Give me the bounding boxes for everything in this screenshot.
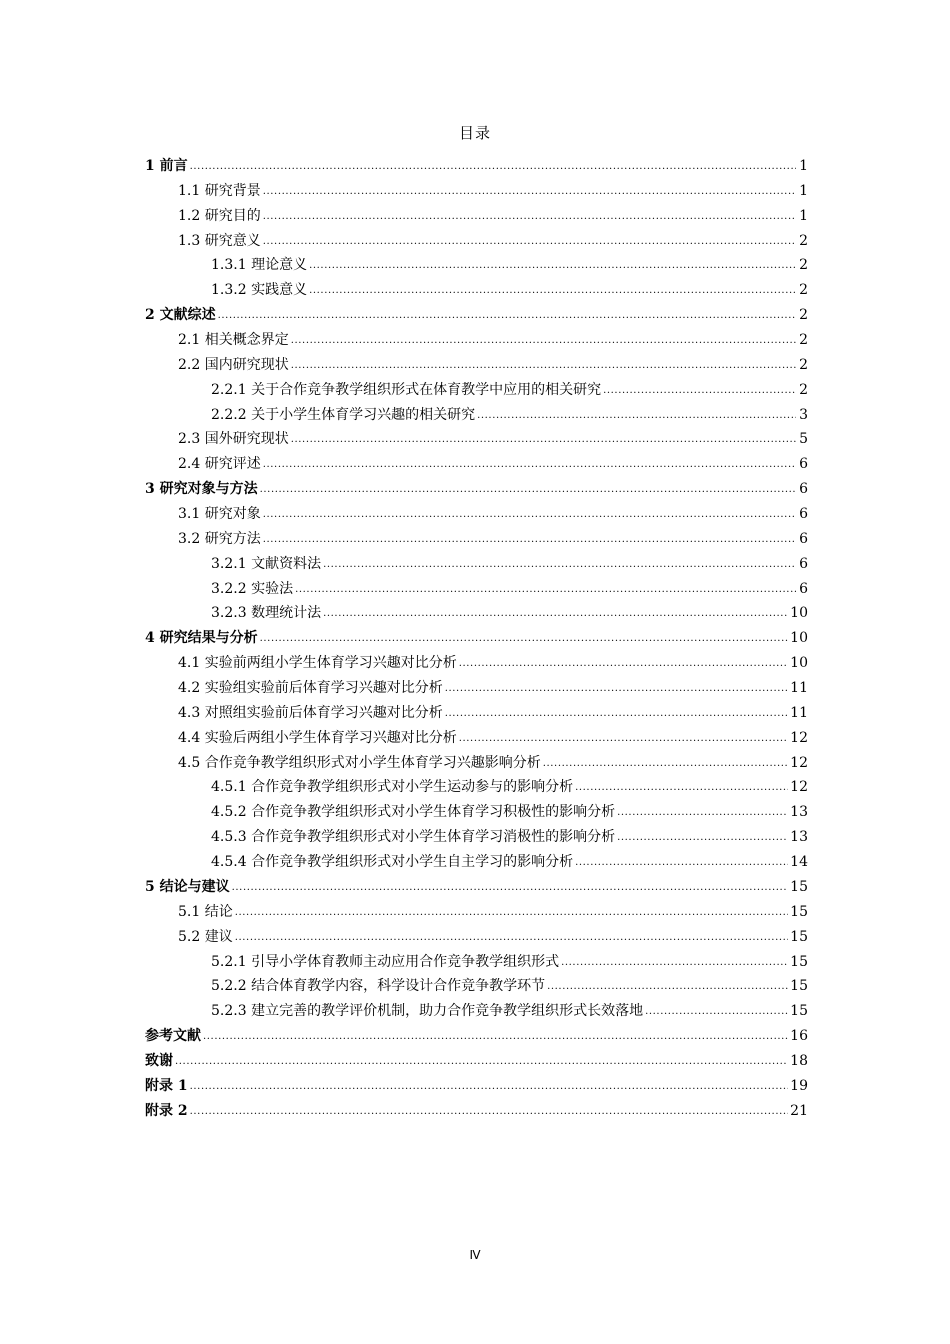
toc-entry[interactable] (145, 1099, 808, 1124)
toc-entry-label: 5.1 结论 (178, 903, 233, 920)
toc-dot-leader (260, 478, 796, 503)
toc-entry-label: 2.4 研究评述 (178, 456, 261, 473)
toc-entry[interactable] (145, 229, 808, 254)
toc-entry-page: 10 (790, 655, 808, 672)
toc-dot-leader (561, 951, 788, 976)
toc-entry-label: 致谢 (145, 1052, 173, 1069)
toc-entry[interactable] (145, 726, 808, 751)
toc-dot-leader (323, 553, 796, 578)
toc-entry-label: 3.2.3 数理统计法 (211, 605, 322, 622)
toc-entry-page: 6 (799, 506, 808, 523)
toc-dot-leader (575, 776, 788, 801)
toc-entry-label: 3.2.2 实验法 (211, 580, 294, 597)
toc-entry[interactable] (145, 825, 808, 850)
toc-dot-leader (445, 702, 788, 727)
toc-entry-label: 4.3 对照组实验前后体育学习兴趣对比分析 (178, 704, 443, 721)
toc-entry-label: 5.2.3 建立完善的教学评价机制，助力合作竞争教学组织形式长效落地 (211, 1003, 644, 1020)
toc-entry-label: 2.2.1 关于合作竞争教学组织形式在体育教学中应用的相关研究 (211, 381, 602, 398)
toc-dot-leader (190, 155, 796, 180)
table-of-contents (145, 154, 808, 1124)
toc-entry-label: 3 研究对象与方法 (145, 481, 258, 498)
toc-entry-page: 6 (799, 481, 808, 498)
toc-entry-label: 附录 1 (145, 1077, 188, 1094)
toc-entry[interactable] (145, 775, 808, 800)
toc-entry-page: 21 (790, 1102, 808, 1119)
toc-entry-label: 1 前言 (145, 158, 188, 174)
toc-dot-leader (190, 1100, 789, 1125)
toc-dot-leader (291, 428, 796, 453)
toc-dot-leader (617, 801, 788, 826)
toc-dot-leader (309, 254, 796, 279)
toc-entry[interactable] (145, 875, 808, 900)
toc-entry[interactable] (145, 999, 808, 1024)
toc-title: 目录 (458, 124, 491, 142)
toc-dot-leader (190, 1075, 789, 1100)
toc-entry-page: 3 (799, 406, 808, 423)
toc-entry[interactable] (145, 452, 808, 477)
toc-entry-label: 2 文献综述 (145, 307, 216, 324)
toc-dot-leader (617, 826, 788, 851)
toc-dot-leader (263, 205, 796, 230)
toc-entry[interactable] (145, 577, 808, 602)
toc-entry[interactable] (145, 502, 808, 527)
toc-entry-page: 15 (790, 1003, 808, 1020)
toc-entry[interactable] (145, 303, 808, 328)
toc-entry-page: 14 (790, 854, 808, 871)
toc-entry-label: 1.3.1 理论意义 (211, 257, 308, 274)
toc-dot-leader (459, 727, 788, 752)
toc-entry[interactable] (145, 477, 808, 502)
toc-entry[interactable] (145, 403, 808, 428)
toc-entry-page: 12 (790, 779, 808, 796)
toc-entry[interactable] (145, 651, 808, 676)
toc-entry-label: 3.2.1 文献资料法 (211, 555, 322, 572)
toc-entry[interactable] (145, 552, 808, 577)
toc-dot-leader (203, 1025, 788, 1050)
toc-entry-page: 1 (799, 182, 808, 199)
toc-dot-leader (263, 503, 796, 528)
toc-entry[interactable] (145, 179, 808, 204)
toc-entry-page: 18 (790, 1052, 808, 1069)
toc-entry-page: 15 (790, 878, 808, 895)
toc-entry[interactable] (145, 676, 808, 701)
toc-dot-leader (445, 677, 788, 702)
toc-entry-page: 2 (799, 232, 808, 249)
toc-dot-leader (235, 901, 788, 926)
toc-entry-page: 2 (799, 332, 808, 349)
toc-entry-label: 1.3.2 实践意义 (211, 282, 308, 299)
toc-dot-leader (175, 1050, 788, 1075)
toc-entry-page: 12 (790, 729, 808, 746)
toc-entry-page: 15 (790, 978, 808, 995)
page-number: Ⅳ (469, 1248, 481, 1262)
toc-entry-label: 4.5.3 合作竞争教学组织形式对小学生体育学习消极性的影响分析 (211, 829, 616, 846)
toc-entry-label: 3.2 研究方法 (178, 530, 261, 547)
toc-entry-label: 5.2.2 结合体育教学内容，科学设计合作竞争教学环节 (211, 978, 546, 995)
toc-dot-leader (295, 578, 796, 603)
toc-dot-leader (263, 180, 796, 205)
toc-entry-page: 15 (790, 953, 808, 970)
toc-dot-leader (459, 652, 788, 677)
toc-entry-page: 11 (790, 680, 808, 697)
toc-entry-page: 15 (790, 903, 808, 920)
toc-entry-page: 1 (799, 207, 808, 224)
toc-dot-leader (323, 602, 788, 627)
toc-entry[interactable] (145, 800, 808, 825)
toc-entry[interactable] (145, 850, 808, 875)
toc-dot-leader (477, 404, 796, 429)
toc-entry[interactable] (145, 601, 808, 626)
toc-dot-leader (218, 304, 796, 329)
toc-entry-label: 2.2 国内研究现状 (178, 356, 289, 373)
toc-entry[interactable] (145, 900, 808, 925)
toc-entry-label: 4.5.4 合作竞争教学组织形式对小学生自主学习的影响分析 (211, 854, 574, 871)
toc-dot-leader (232, 876, 789, 901)
toc-dot-leader (547, 975, 788, 1000)
toc-dot-leader (575, 851, 788, 876)
toc-entry-page: 2 (799, 282, 808, 299)
toc-entry-page: 15 (790, 928, 808, 945)
toc-entry-label: 5.2.1 引导小学体育教师主动应用合作竞争教学组织形式 (211, 953, 560, 970)
toc-dot-leader (263, 230, 796, 255)
toc-entry[interactable] (145, 278, 808, 303)
toc-entry[interactable] (145, 974, 808, 999)
toc-entry-page: 12 (790, 754, 808, 771)
toc-entry-label: 1.1 研究背景 (178, 182, 261, 199)
toc-entry-page: 2 (799, 307, 808, 324)
toc-entry[interactable] (145, 950, 808, 975)
toc-dot-leader (235, 926, 788, 951)
toc-dot-leader (309, 279, 796, 304)
toc-entry-label: 4.1 实验前两组小学生体育学习兴趣对比分析 (178, 655, 457, 672)
toc-entry-page: 6 (799, 456, 808, 473)
toc-entry-label: 2.3 国外研究现状 (178, 431, 289, 448)
toc-entry[interactable] (145, 427, 808, 452)
toc-dot-leader (603, 379, 796, 404)
toc-entry-page: 11 (790, 704, 808, 721)
toc-entry-label: 4.2 实验组实验前后体育学习兴趣对比分析 (178, 680, 443, 697)
toc-entry-label: 4 研究结果与分析 (145, 630, 258, 647)
toc-entry[interactable] (145, 1024, 808, 1049)
toc-entry-label: 3.1 研究对象 (178, 506, 261, 523)
toc-entry-label: 4.4 实验后两组小学生体育学习兴趣对比分析 (178, 729, 457, 746)
toc-entry-label: 4.5.1 合作竞争教学组织形式对小学生运动参与的影响分析 (211, 779, 574, 796)
toc-entry-page: 6 (799, 580, 808, 597)
toc-entry-label: 1.2 研究目的 (178, 207, 261, 224)
toc-entry[interactable] (145, 1049, 808, 1074)
toc-entry-page: 10 (790, 605, 808, 622)
toc-dot-leader (291, 329, 796, 354)
toc-entry[interactable] (145, 378, 808, 403)
toc-dot-leader (291, 354, 796, 379)
toc-dot-leader (645, 1000, 788, 1025)
toc-entry[interactable] (145, 328, 808, 353)
toc-entry[interactable] (145, 751, 808, 776)
toc-entry-page: 1 (799, 158, 808, 174)
toc-entry-label: 4.5 合作竞争教学组织形式对小学生体育学习兴趣影响分析 (178, 754, 541, 771)
toc-entry-page: 13 (790, 804, 808, 821)
toc-dot-leader (263, 528, 796, 553)
toc-entry[interactable] (145, 925, 808, 950)
toc-entry-page: 2 (799, 356, 808, 373)
toc-entry-label: 5.2 建议 (178, 928, 233, 945)
toc-entry-page: 2 (799, 381, 808, 398)
toc-entry-page: 16 (790, 1028, 808, 1045)
toc-entry-page: 5 (799, 431, 808, 448)
toc-entry-label: 附录 2 (145, 1102, 188, 1119)
toc-dot-leader (263, 453, 796, 478)
toc-dot-leader (260, 627, 789, 652)
toc-entry[interactable] (145, 527, 808, 552)
toc-entry-page: 2 (799, 257, 808, 274)
toc-entry-page: 6 (799, 555, 808, 572)
toc-entry[interactable] (145, 353, 808, 378)
toc-entry-page: 13 (790, 829, 808, 846)
toc-entry[interactable] (145, 204, 808, 229)
toc-entry-page: 10 (790, 630, 808, 647)
toc-entry-label: 1.3 研究意义 (178, 232, 261, 249)
toc-dot-leader (543, 752, 788, 777)
toc-entry[interactable] (145, 154, 808, 179)
toc-entry-label: 4.5.2 合作竞争教学组织形式对小学生体育学习积极性的影响分析 (211, 804, 616, 821)
toc-entry-page: 6 (799, 530, 808, 547)
toc-entry-label: 5 结论与建议 (145, 878, 230, 895)
toc-entry-label: 参考文献 (145, 1028, 201, 1045)
toc-entry-label: 2.1 相关概念界定 (178, 332, 289, 349)
toc-entry[interactable] (145, 626, 808, 651)
toc-entry[interactable] (145, 253, 808, 278)
toc-entry-page: 19 (790, 1077, 808, 1094)
toc-entry[interactable] (145, 701, 808, 726)
toc-entry-label: 2.2.2 关于小学生体育学习兴趣的相关研究 (211, 406, 476, 423)
toc-entry[interactable] (145, 1074, 808, 1099)
